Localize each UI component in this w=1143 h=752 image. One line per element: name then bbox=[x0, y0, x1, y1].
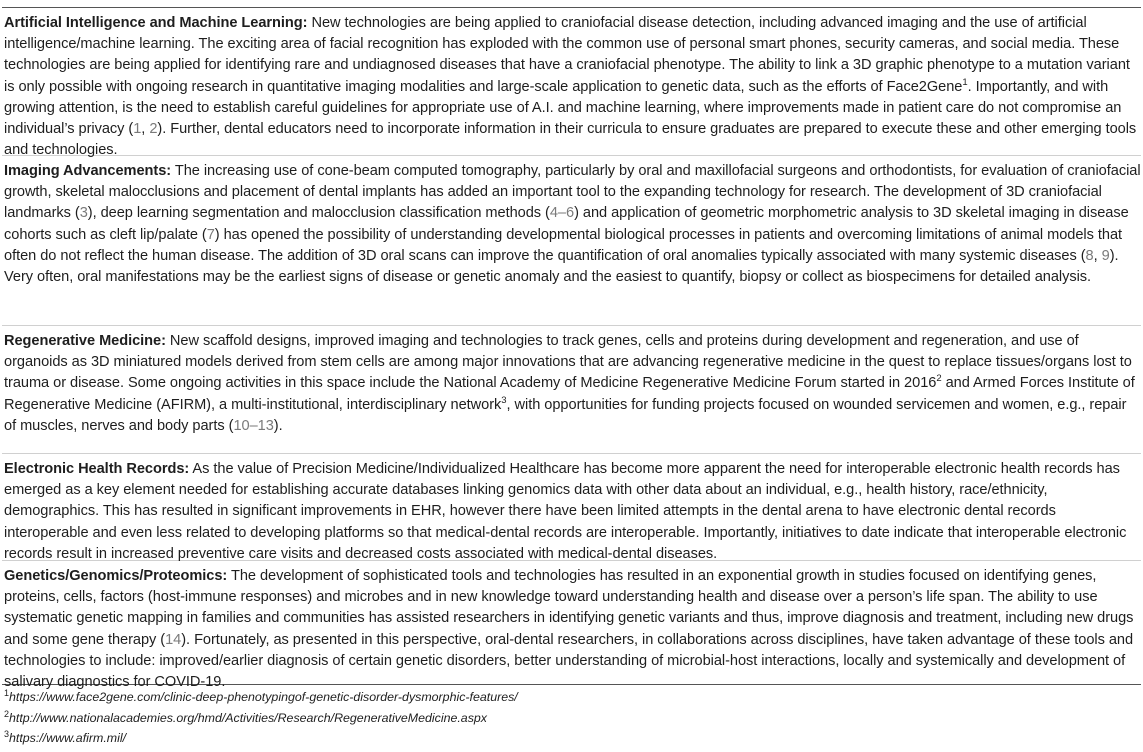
footnote-mark[interactable]: 2 bbox=[936, 373, 942, 385]
row-text: , with opportunities for funding projects focused on wounded servicemen and women, e.g., repair of muscles, nerves and body parts ( bbox=[4, 396, 1127, 434]
citation-link[interactable]: 7 bbox=[206, 226, 215, 243]
row-text: ). Further, dental educators need to incorporate information in their curricula to ensure graduates are prepared to execute these and other emerging tools and technologies. bbox=[4, 121, 1137, 159]
citation-link[interactable]: 1 bbox=[133, 121, 142, 138]
row-text: ). bbox=[273, 417, 283, 434]
citation-link[interactable]: 14 bbox=[165, 631, 182, 648]
footnote-3 bbox=[4, 728, 1139, 749]
citation-link[interactable]: 10–13 bbox=[233, 417, 274, 434]
table-row-genetics bbox=[2, 561, 1141, 691]
footnote-link[interactable]: https://www.face2gene.com/clinic-deep-phenotypingof-genetic-disorder-dysmorphic-features/ bbox=[9, 690, 518, 704]
footnote-link[interactable]: http://www.nationalacademies.org/hmd/Activities/Research/RegenerativeMedicine.aspx bbox=[9, 710, 487, 725]
footnote-mark[interactable]: 1 bbox=[962, 76, 968, 88]
row-text: and Armed Forces Institute of Regenerative Medicine (AFIRM), a multi-institutional, interdisciplinary network bbox=[4, 375, 1135, 413]
footnote-mark: 1 bbox=[4, 687, 10, 698]
citation-link[interactable]: 3 bbox=[79, 205, 88, 222]
row-text: ), deep learning segmentation and malocclusion classification methods ( bbox=[87, 205, 550, 222]
row-text: ). Fortunately, as presented in this perspective, oral-dental researchers, in collaborations across disciplines, have taken advantage of these tools and technologies to include: improved/earlier diagnosis of certain genetic disorders, better understanding of microbial-host interactions, locally and systemically and development of salivary diagnostics for COVID-19. bbox=[4, 631, 1134, 691]
footnotes bbox=[4, 687, 1139, 749]
table-row-ehr bbox=[2, 454, 1141, 561]
table-row-ai bbox=[2, 8, 1141, 159]
footnote-link[interactable]: https://www.afirm.mil/ bbox=[9, 731, 127, 746]
row-text: , bbox=[141, 121, 150, 138]
row-heading: Artificial Intelligence and Machine Learning: bbox=[4, 15, 308, 31]
citation-link[interactable]: 8 bbox=[1085, 247, 1094, 264]
row-heading: Imaging Advancements: bbox=[4, 163, 172, 179]
row-text: ) has opened the possibility of understanding developmental biological processes in patients and overcoming limitations of animal models that often do not reflect the human disease. The addition of 3D oral scans can improve the quantification of oral anomalies typically associated with many systemic diseases ( bbox=[4, 226, 1123, 264]
row-text: As the value of Precision Medicine/Individualized Healthcare has become more apparent the need for interoperable electronic health records has emerged as a key element needed for establishing accurate databases linking genomics data with other data about an individual, e.g., health history, race/ethnicity, demographics. This has resulted in significant improvements in EHR, however there have been limited attempts in the dental arena to have electronic dental records interoperable and even less related to developing platforms so that medical-dental records are interoperable. Importantly, initiatives to date indicate that interoperable electronic records result in increased preventive care visits and decreased costs associated with medical-dental diseases. bbox=[4, 461, 1127, 562]
row-text: The increasing use of cone-beam computed tomography, particularly by oral and maxillofacial surgeons and orthodontists, for evaluation of craniofacial growth, skeletal malocclusions and placement of dental implants has added an important tool to the expanding technology for research. The development of 3D craniofacial landmarks ( bbox=[4, 163, 1141, 222]
footnote-2 bbox=[4, 708, 1139, 729]
row-heading: Electronic Health Records: bbox=[4, 461, 190, 477]
row-heading: Regenerative Medicine: bbox=[4, 333, 166, 349]
row-text: ). Very often, oral manifestations may be the earliest signs of disease or genetic anomaly and the easiest to quantify, biopsy or collect as biospecimens for detailed analysis. bbox=[4, 247, 1119, 286]
technology-table bbox=[2, 8, 1141, 691]
table-row-regenerative bbox=[2, 326, 1141, 454]
citation-link[interactable]: 2 bbox=[149, 121, 158, 138]
row-text: New scaffold designs, improved imaging and technologies to track genes, cells and proteins during development and regeneration, and use of organoids as 3D miniatured models derived from stem cells are among major innovations that are advancing regenerative medicine in the quest to replace tissues/organs lost to trauma or disease. Some ongoing activities in this space include the National Academy of Medicine Regenerative Medicine Forum started in 2016 bbox=[4, 333, 1132, 392]
row-text: The development of sophisticated tools and technologies has resulted in an exponential growth in studies focused on identifying genes, proteins, cells, factors (host-immune responses) and microbes and in new knowledge toward understanding health and disease over a person’s life span. The ability to use systematic genetic mapping in families and communities has assisted researchers in identifying genetic variants and thus, improve diagnosis and treatment, including new drugs and some gene therapy ( bbox=[4, 568, 1134, 648]
row-text: ) and application of geometric morphometric analysis to 3D skeletal imaging in disease cohorts such as cleft lip/palate ( bbox=[4, 205, 1129, 243]
row-heading: Genetics/Genomics/Proteomics: bbox=[4, 568, 228, 584]
row-text: , bbox=[1093, 247, 1102, 264]
row-text: New technologies are being applied to craniofacial disease detection, including advanced imaging and the use of artificial intelligence/machine learning. The exciting area of facial recognition has exploded with the common use of personal smart phones, security cameras, and social media. These technologies are being applied for identifying rare and undiagnosed diseases that have a craniofacial phenotype. The ability to link a 3D graphic phenotype to a mutation variant is only possible with ongoing research in quantitative imaging modalities and large-scale application to genetic data, such as the efforts of Face2Gene bbox=[4, 15, 1130, 95]
footnote-mark[interactable]: 3 bbox=[501, 394, 507, 406]
row-text: . Importantly, and with growing attention, is the need to establish careful guidelines for appropriate use of A.I. and machine learning, where improvements made in patient care do not compromise an individual’s privacy ( bbox=[4, 78, 1122, 138]
citation-link[interactable]: 4–6 bbox=[549, 205, 575, 222]
footnote-mark: 3 bbox=[4, 729, 10, 740]
footnote-mark: 2 bbox=[4, 708, 10, 719]
table-row-imaging bbox=[2, 156, 1141, 326]
citation-link[interactable]: 9 bbox=[1101, 247, 1110, 264]
footnote-1 bbox=[4, 687, 1139, 708]
